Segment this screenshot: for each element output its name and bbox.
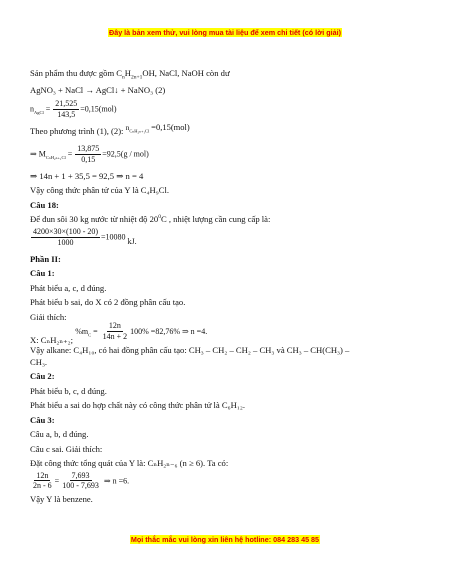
denominator: 1000 [57,237,74,247]
fraction [31,228,100,247]
text-line: AgNO₃ + NaCl → AgCl↓ + NaNO₃ (2) [30,85,166,96]
text-line: Phát biểu b, c, d đúng. [30,385,107,396]
subscript: C [88,332,92,338]
text-line [30,68,425,81]
equation-line [30,321,425,345]
text-line: Phát biểu b sai, do X có 2 đồng phân cấu tạo. [30,297,186,308]
fraction [53,100,79,119]
text-line: Phát biểu a sai do hợp chất này có công thức phân tử là C₆H₁₂. [30,400,245,411]
fraction [75,145,101,164]
text-span: n [30,104,34,114]
fraction [60,472,101,491]
text-span: H [124,68,131,78]
section-heading: Câu 3: [30,414,55,425]
denominator: 100 - 7,693 [62,481,99,491]
subscript: n [122,74,125,81]
text-line: Giải thích: [30,311,67,322]
text-span: =92,5(g / mol) [102,149,149,159]
equation-line [30,145,425,164]
text-line: Vậy alkane: C₄H₁₀, có hai đồng phân cấu tạo: CH₃ – CH₂ – CH₂ – CH₃ và CH₃ – CH(CH₃) – [30,345,350,356]
numerator: 12n [108,321,121,331]
text-span: Để đun sôi 30 kg nước từ nhiệt độ 20 [30,214,159,225]
section-heading: Câu 18: [30,199,59,210]
text-line: Câu c sai. Giải thích: [30,443,103,454]
section-heading: Câu 1: [30,268,55,279]
equation-line [30,100,425,119]
text-span: =0,15(mol) [80,104,117,114]
fraction [31,472,54,491]
preview-notice-banner [0,28,450,37]
text-line [30,214,425,224]
denominator: 143,5 [57,109,76,119]
text-span: 100% =82,76% ⇒ n =4. [130,326,208,336]
equals-sign: = [54,475,60,485]
equals-sign: = [45,104,51,114]
text-line: Vậy công thức phân tử của Y là C₄H₉Cl. [30,185,170,196]
subscript: CₙH₂ₙ₊₁Cl [129,128,150,134]
equals-sign: = [67,149,73,159]
text-line: Vậy Y là benzene. [30,493,93,504]
text-line: CH₃. [30,356,48,367]
text-span: %m [75,326,89,336]
superscript: 0 [158,214,161,221]
text-line: Đặt công thức tổng quát của Y là: CₙH₂ₙ₋₆ (n ≥ 6). Ta có: [30,458,229,469]
text-line: ⇒ 14n + 1 + 35,5 = 92,5 ⇒ n = 4 [30,170,144,181]
text-span: ⇒ M [30,149,46,159]
hotline-text: Mọi thắc mắc vui lòng xin liên hệ hotline: 084 283 45 85 [130,535,320,544]
numerator: 12n [36,470,49,480]
numerator: 21,525 [55,98,78,108]
subscript: CₙH₂ₙ₊₁Cl [45,154,66,160]
numerator: 13,875 [77,143,100,153]
text-span: =0,15(mol) [151,121,190,132]
preview-notice-text: Đây là bản xem thử, vui lòng mua tài liệu để xem chi tiết (có lời giải) [109,28,341,37]
text-span: n [125,122,130,132]
text-span: =10080 [101,232,126,242]
equation-line [30,228,425,247]
fraction [101,322,130,341]
math-span [75,321,208,341]
hotline-contact-banner [0,535,450,544]
denominator: 2n - 6 [33,481,52,491]
part-heading: Phần II: [30,253,61,264]
equation-line [30,472,425,491]
text-line [30,121,425,138]
subscript: AgCl [34,109,44,115]
subscript: 2n+1 [131,74,143,81]
denominator: 14n + 2 [102,332,128,341]
text-span: C , nhiệt lượng cần cung cấp là: [160,214,271,225]
numerator: 4200×30×(100 - 20) [33,226,99,236]
denominator: 0,15 [81,154,96,164]
text-span: OH, NaCl, NaOH còn dư [142,68,230,78]
math-span [126,123,190,132]
text-span: X: CₙH₂ₙ₊₂; [30,334,74,345]
solution-document [30,68,425,511]
text-span: Sản phẩm thu được gồm C [30,68,123,78]
text-span: Theo phương trình (1), (2): [30,125,124,136]
section-heading: Câu 2: [30,371,55,382]
text-span: ⇒ n =6. [103,475,130,485]
equals-sign: = [91,326,98,336]
text-line: Phát biểu a, c, d đúng. [30,282,107,293]
numerator: 7,693 [71,470,90,480]
unit-text: kJ. [127,237,137,247]
text-line: Câu a, b, d đúng. [30,429,89,440]
